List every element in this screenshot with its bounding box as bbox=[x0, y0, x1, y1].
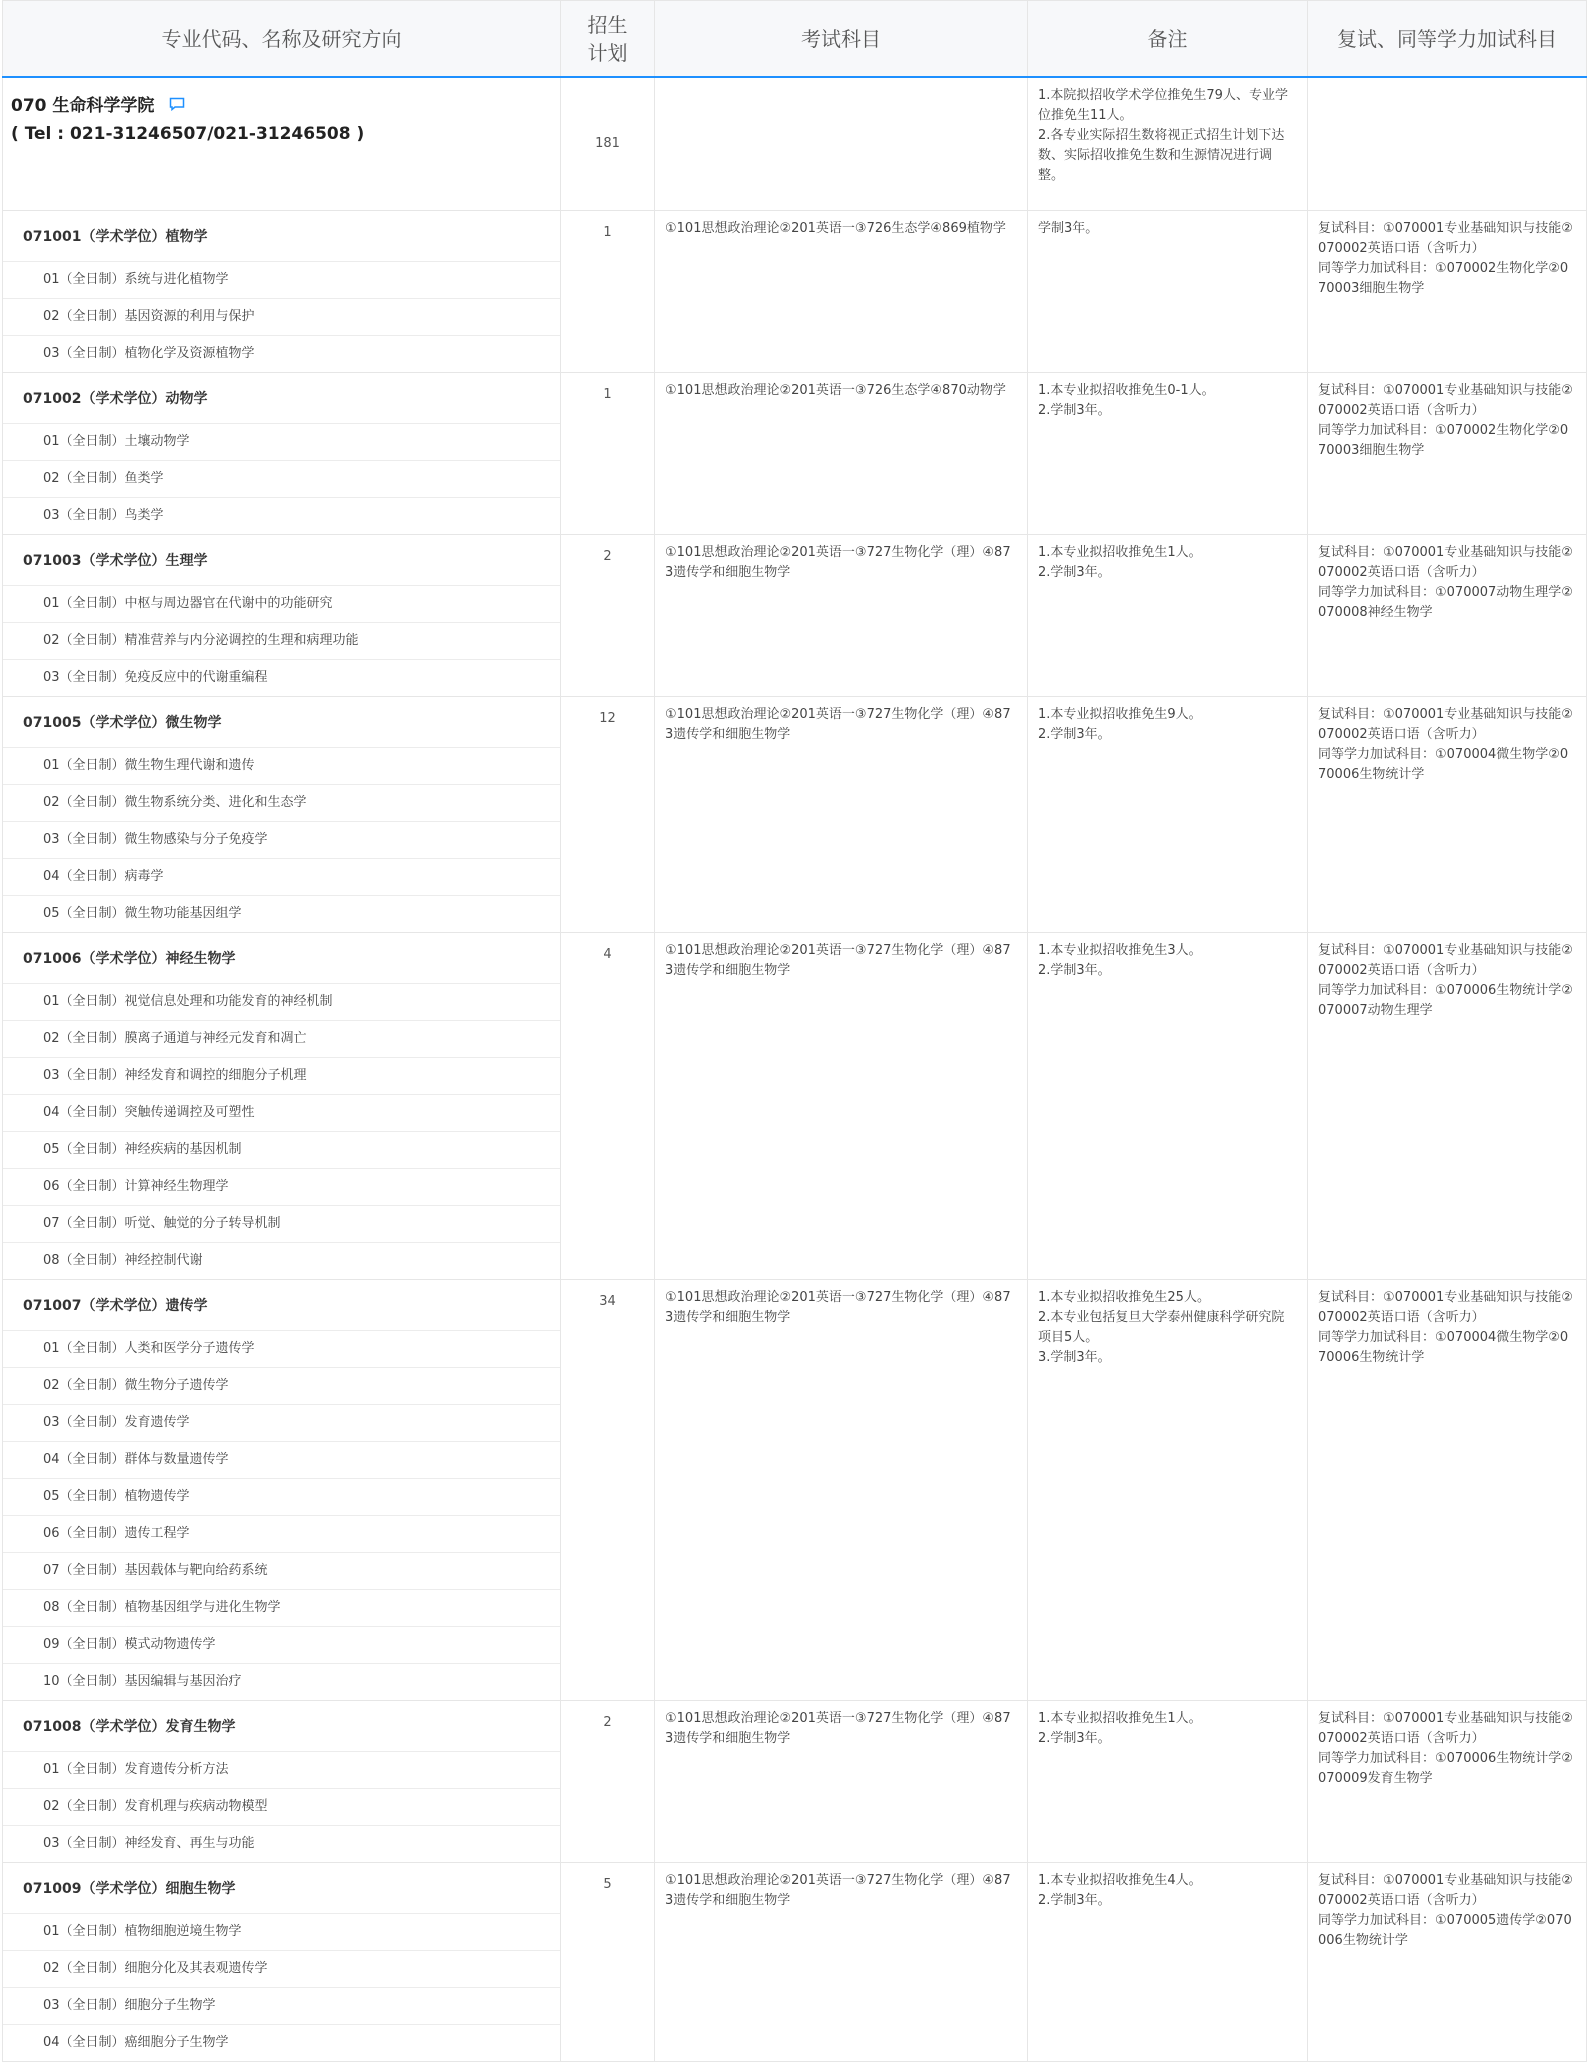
major-title: 071003（学术学位）生理学 bbox=[3, 535, 560, 586]
research-direction: 06（全日制）计算神经生物理学 bbox=[3, 1169, 560, 1206]
table-body bbox=[3, 77, 1587, 2062]
research-direction: 09（全日制）模式动物遗传学 bbox=[3, 1627, 560, 1664]
research-direction: 02（全日制）膜离子通道与神经元发育和凋亡 bbox=[3, 1021, 560, 1058]
major-exam: ①101思想政治理论②201英语一③726生态学④870动物学 bbox=[655, 373, 1028, 535]
message-icon-svg bbox=[169, 97, 185, 111]
research-direction: 02（全日制）精准营养与内分泌调控的生理和病理功能 bbox=[3, 623, 560, 660]
research-direction: 06（全日制）遗传工程学 bbox=[3, 1516, 560, 1553]
major-retest: 复试科目：①070001专业基础知识与技能②070002英语口语（含听力） 同等学力加试科目：①070007动物生理学②070008神经生物学 bbox=[1308, 535, 1587, 697]
major-row bbox=[3, 933, 1587, 1280]
header-retest: 复试、同等学力加试科目 bbox=[1308, 1, 1587, 78]
research-direction: 04（全日制）癌细胞分子生物学 bbox=[43, 2035, 229, 2050]
major-title: 071008（学术学位）发育生物学 bbox=[3, 1701, 560, 1752]
research-direction: 03（全日制）免疫反应中的代谢重编程 bbox=[43, 670, 268, 685]
research-direction: 05（全日制）植物遗传学 bbox=[3, 1479, 560, 1516]
research-direction: 02（全日制）微生物系统分类、进化和生态学 bbox=[3, 785, 560, 822]
school-cell bbox=[3, 77, 561, 211]
research-direction: 04（全日制）突触传递调控及可塑性 bbox=[3, 1095, 560, 1132]
major-retest: 复试科目：①070001专业基础知识与技能②070002英语口语（含听力） 同等学力加试科目：①070002生物化学②070003细胞生物学 bbox=[1308, 373, 1587, 535]
research-direction: 01（全日制）土壤动物学 bbox=[3, 424, 560, 461]
research-direction: 02（全日制）发育机理与疾病动物模型 bbox=[3, 1789, 560, 1826]
major-plan: 12 bbox=[561, 697, 655, 933]
header-plan bbox=[561, 1, 655, 78]
major-retest: 复试科目：①070001专业基础知识与技能②070002英语口语（含听力） 同等学力加试科目：①070006生物统计学②070007动物生理学 bbox=[1308, 933, 1587, 1280]
major-note: 1.本专业拟招收推免生1人。 2.学制3年。 bbox=[1028, 1701, 1308, 1863]
research-direction: 01（全日制）发育遗传分析方法 bbox=[3, 1752, 560, 1789]
header-plan-text: 招生计划 bbox=[587, 12, 628, 65]
header-exam: 考试科目 bbox=[655, 1, 1028, 78]
major-title: 071007（学术学位）遗传学 bbox=[3, 1280, 560, 1331]
major-row bbox=[3, 535, 1587, 697]
research-direction: 05（全日制）神经疾病的基因机制 bbox=[3, 1132, 560, 1169]
research-direction: 04（全日制）病毒学 bbox=[3, 859, 560, 896]
major-cell bbox=[3, 1863, 561, 2062]
research-direction: 02（全日制）微生物分子遗传学 bbox=[3, 1368, 560, 1405]
research-direction: 01（全日制）系统与进化植物学 bbox=[3, 262, 560, 299]
research-direction: 01（全日制）中枢与周边器官在代谢中的功能研究 bbox=[3, 586, 560, 623]
major-plan: 1 bbox=[561, 373, 655, 535]
research-direction: 05（全日制）微生物功能基因组学 bbox=[43, 906, 242, 921]
catalog-table bbox=[2, 0, 1587, 2062]
major-note: 1.本专业拟招收推免生3人。 2.学制3年。 bbox=[1028, 933, 1308, 1280]
major-exam: ①101思想政治理论②201英语一③727生物化学（理）④873遗传学和细胞生物学 bbox=[655, 697, 1028, 933]
school-row bbox=[3, 77, 1587, 211]
major-plan: 2 bbox=[561, 535, 655, 697]
major-exam: ①101思想政治理论②201英语一③727生物化学（理）④873遗传学和细胞生物学 bbox=[655, 1280, 1028, 1701]
major-exam: ①101思想政治理论②201英语一③727生物化学（理）④873遗传学和细胞生物学 bbox=[655, 933, 1028, 1280]
major-row bbox=[3, 697, 1587, 933]
major-title: 071001（学术学位）植物学 bbox=[3, 211, 560, 262]
research-direction: 08（全日制）植物基因组学与进化生物学 bbox=[3, 1590, 560, 1627]
major-retest: 复试科目：①070001专业基础知识与技能②070002英语口语（含听力） 同等学力加试科目：①070004微生物学②070006生物统计学 bbox=[1308, 697, 1587, 933]
major-exam: ①101思想政治理论②201英语一③726生态学④869植物学 bbox=[655, 211, 1028, 373]
major-title: 071002（学术学位）动物学 bbox=[3, 373, 560, 424]
research-direction: 10（全日制）基因编辑与基因治疗 bbox=[43, 1674, 242, 1689]
major-note: 学制3年。 bbox=[1028, 211, 1308, 373]
school-name: 070 生命科学学院 bbox=[11, 96, 155, 116]
research-direction: 08（全日制）神经控制代谢 bbox=[43, 1253, 203, 1268]
school-tel: ( Tel : 021-31246507/021-31246508 ) bbox=[11, 124, 365, 144]
research-direction: 03（全日制）细胞分子生物学 bbox=[3, 1988, 560, 2025]
major-exam: ①101思想政治理论②201英语一③727生物化学（理）④873遗传学和细胞生物学 bbox=[655, 1701, 1028, 1863]
school-retest-empty bbox=[1308, 77, 1587, 211]
school-note bbox=[1028, 77, 1308, 211]
research-direction: 01（全日制）微生物生理代谢和遗传 bbox=[3, 748, 560, 785]
research-direction: 03（全日制）发育遗传学 bbox=[3, 1405, 560, 1442]
major-note: 1.本专业拟招收推免生25人。 2.本专业包括复旦大学泰州健康科学研究院项目5人。 3.学制3年。 bbox=[1028, 1280, 1308, 1701]
major-note: 1.本专业拟招收推免生9人。 2.学制3年。 bbox=[1028, 697, 1308, 933]
major-cell bbox=[3, 1701, 561, 1863]
message-icon[interactable] bbox=[169, 97, 185, 118]
major-plan: 1 bbox=[561, 211, 655, 373]
research-direction: 03（全日制）植物化学及资源植物学 bbox=[43, 346, 255, 361]
major-note: 1.本专业拟招收推免生4人。 2.学制3年。 bbox=[1028, 1863, 1308, 2062]
major-row bbox=[3, 373, 1587, 535]
major-cell bbox=[3, 211, 561, 373]
table-header-row bbox=[3, 1, 1587, 78]
research-direction: 02（全日制）基因资源的利用与保护 bbox=[3, 299, 560, 336]
major-cell bbox=[3, 1280, 561, 1701]
major-plan: 4 bbox=[561, 933, 655, 1280]
major-retest: 复试科目：①070001专业基础知识与技能②070002英语口语（含听力） 同等学力加试科目：①070005遗传学②070006生物统计学 bbox=[1308, 1863, 1587, 2062]
major-plan: 2 bbox=[561, 1701, 655, 1863]
major-retest: 复试科目：①070001专业基础知识与技能②070002英语口语（含听力） 同等学力加试科目：①070002生物化学②070003细胞生物学 bbox=[1308, 211, 1587, 373]
school-exam-empty bbox=[655, 77, 1028, 211]
school-note-text: 1.本院拟招收学术学位推免生79人、专业学位推免生11人。 2.各专业实际招生数将视正式招生计划下达数、实际招收推免生数和生源情况进行调整。 bbox=[1038, 88, 1288, 183]
major-cell bbox=[3, 697, 561, 933]
catalog-table-wrapper bbox=[2, 0, 1586, 2062]
major-exam: ①101思想政治理论②201英语一③727生物化学（理）④873遗传学和细胞生物学 bbox=[655, 535, 1028, 697]
research-direction: 03（全日制）神经发育和调控的细胞分子机理 bbox=[3, 1058, 560, 1095]
major-title: 071006（学术学位）神经生物学 bbox=[3, 933, 560, 984]
major-row bbox=[3, 1701, 1587, 1863]
research-direction: 04（全日制）群体与数量遗传学 bbox=[3, 1442, 560, 1479]
research-direction: 07（全日制）基因载体与靶向给药系统 bbox=[3, 1553, 560, 1590]
research-direction: 01（全日制）人类和医学分子遗传学 bbox=[3, 1331, 560, 1368]
major-exam: ①101思想政治理论②201英语一③727生物化学（理）④873遗传学和细胞生物学 bbox=[655, 1863, 1028, 2062]
major-title: 071005（学术学位）微生物学 bbox=[3, 697, 560, 748]
major-cell bbox=[3, 535, 561, 697]
major-cell bbox=[3, 373, 561, 535]
research-direction: 07（全日制）听觉、触觉的分子转导机制 bbox=[3, 1206, 560, 1243]
major-plan: 5 bbox=[561, 1863, 655, 2062]
research-direction: 02（全日制）鱼类学 bbox=[3, 461, 560, 498]
major-row bbox=[3, 211, 1587, 373]
research-direction: 03（全日制）微生物感染与分子免疫学 bbox=[3, 822, 560, 859]
major-title: 071009（学术学位）细胞生物学 bbox=[3, 1863, 560, 1914]
research-direction: 01（全日制）植物细胞逆境生物学 bbox=[3, 1914, 560, 1951]
major-plan: 34 bbox=[561, 1280, 655, 1701]
header-major: 专业代码、名称及研究方向 bbox=[3, 1, 561, 78]
major-retest: 复试科目：①070001专业基础知识与技能②070002英语口语（含听力） 同等学力加试科目：①070006生物统计学②070009发育生物学 bbox=[1308, 1701, 1587, 1863]
research-direction: 03（全日制）鸟类学 bbox=[43, 508, 164, 523]
research-direction: 02（全日制）细胞分化及其表观遗传学 bbox=[3, 1951, 560, 1988]
major-row bbox=[3, 1863, 1587, 2062]
major-note: 1.本专业拟招收推免生0-1人。 2.学制3年。 bbox=[1028, 373, 1308, 535]
header-note: 备注 bbox=[1028, 1, 1308, 78]
research-direction: 03（全日制）神经发育、再生与功能 bbox=[43, 1836, 255, 1851]
school-plan: 181 bbox=[561, 77, 655, 211]
research-direction: 01（全日制）视觉信息处理和功能发育的神经机制 bbox=[3, 984, 560, 1021]
major-row bbox=[3, 1280, 1587, 1701]
major-retest: 复试科目：①070001专业基础知识与技能②070002英语口语（含听力） 同等学力加试科目：①070004微生物学②070006生物统计学 bbox=[1308, 1280, 1587, 1701]
major-cell bbox=[3, 933, 561, 1280]
major-note: 1.本专业拟招收推免生1人。 2.学制3年。 bbox=[1028, 535, 1308, 697]
